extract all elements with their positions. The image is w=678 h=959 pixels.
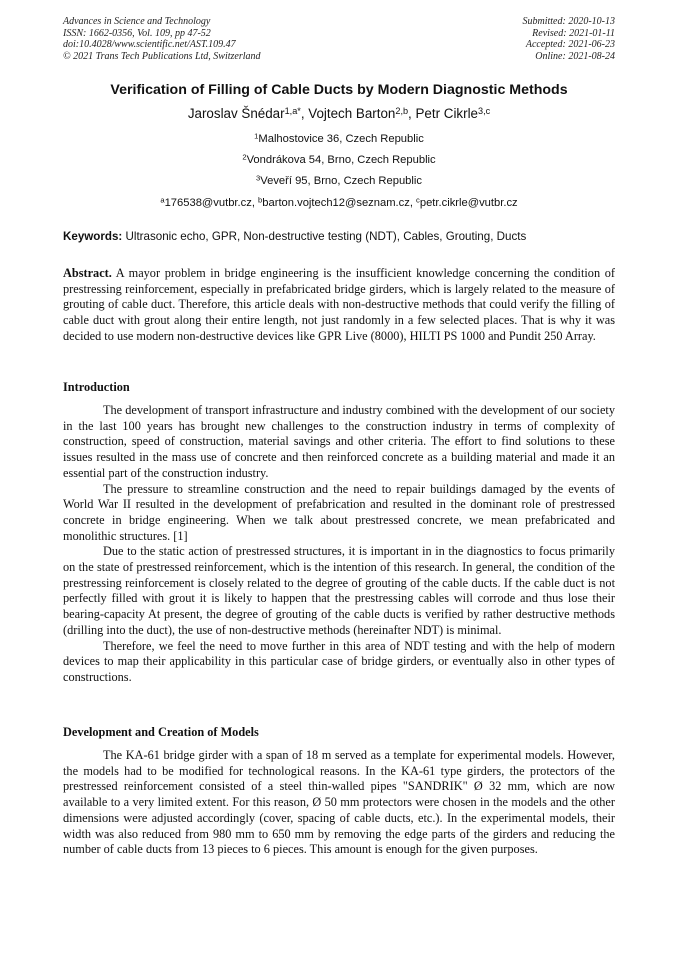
keywords-label: Keywords:	[63, 230, 123, 243]
keywords-text: Ultrasonic echo, GPR, Non-destructive testing (NDT), Cables, Grouting, Ducts	[122, 230, 527, 243]
email-marker: c	[416, 195, 420, 205]
abstract	[63, 266, 615, 345]
email-separator: ,	[409, 197, 417, 209]
journal-issn: ISSN: 1662-0356, Vol. 109, pp 47-52	[63, 27, 211, 39]
author-name: Jaroslav Šnédar	[187, 106, 285, 121]
section-heading-introduction: Introduction	[63, 380, 130, 394]
email-link[interactable]: barton.vojtech12@seznam.cz	[262, 197, 410, 209]
journal-name: Advances in Science and Technology	[63, 16, 211, 27]
author-separator: ,	[300, 106, 309, 121]
abstract-label: Abstract.	[63, 266, 112, 280]
publication-dates	[523, 16, 616, 62]
affiliation	[40, 152, 638, 173]
journal-doi: doi:10.4028/www.scientific.net/AST.109.47	[63, 39, 236, 50]
author-affiliation-marker: 3,c	[478, 105, 491, 116]
affiliation-text: Malhostovice 36, Czech Republic	[258, 133, 424, 145]
paragraph: Due to the static action of prestressed structures, it is important in in the diagnostics to focus primarily on the state of prestressed reinforcement, which is the intention of this research. In general, the condition of the prestressing reinforcement is closely related to the degree of grouting of the cable ducts. If the cable duct is not perfectly filled with grout it is likely to happen that the prestressing cables will corrode and thus lose their bearing-capacity At present, the degree of grouting of the cable ducts is verified by rather destructive methods (drilling into the duct), the use of non-destructive methods (hereinafter NDT) is minimal.	[63, 544, 615, 637]
journal-info	[63, 16, 261, 62]
date-revised: Revised: 2021-01-11	[532, 27, 615, 39]
date-online: Online: 2021-08-24	[535, 50, 615, 62]
author-separator: ,	[408, 106, 416, 121]
author-affiliation-marker: 2,b	[395, 105, 409, 116]
journal-copyright: © 2021 Trans Tech Publications Ltd, Switzerland	[63, 50, 261, 62]
paragraph: The pressure to streamline construction and the need to repair buildings damaged by the events of World War II resulted in the development of prefabrication and resulted in the dominant role of prestressed concrete in bridge engineering. When we talk about prestressed concrete, we mean prefabricated and monolithic structures. [1]	[63, 481, 615, 543]
paragraph: The KA-61 bridge girder with a span of 18 m served as a template for experimental models. However, the models had to be modified for technological reasons. In the KA-61 type girders, the protectors of the prestressed reinforcement consisted of a steel thin-walled pipes "SANDRIK" Ø 32 mm, which are now available to a very limited extent. For this reason, Ø 50 mm protectors were chosen in the models and the other dimensions were adjusted accordingly (cover, spacing of cable ducts, etc.). In the experimental models, their width was also reduced from 980 mm to 650 mm by removing the edge parts of the girders and reducing the number of cable ducts from 13 pieces to 6 pieces. This amount is enough for the given purposes.	[63, 748, 615, 857]
affiliation-marker: 1	[254, 131, 259, 141]
keywords	[63, 230, 615, 244]
email-separator: ,	[251, 197, 259, 209]
section-heading-development: Development and Creation of Models	[63, 725, 259, 739]
date-submitted: Submitted: 2020-10-13	[522, 16, 615, 27]
paragraph: The development of transport infrastructure and industry combined with the development of our society in the last 100 years has brought new challenges to the construction industry in terms of complexity of construction, speed of construction, material savings and other criteria. The effort to find solutions to these issues resulted in the mass use of concrete and then reinforced concrete as a building material and made it an essential part of the construction industry.	[63, 403, 615, 480]
email-marker: b	[258, 195, 263, 205]
affiliation-marker: 3	[256, 173, 261, 183]
email-link[interactable]: petr.cikrle@vutbr.cz	[419, 197, 518, 209]
paragraph: Therefore, we feel the need to move further in this area of NDT testing and with the help of modern devices to map their applicability in this particular case of bridge girders, or eventually also in other types of constructions.	[63, 638, 615, 684]
affiliation-text: Veveří 95, Brno, Czech Republic	[260, 175, 422, 187]
email-marker: a	[160, 195, 165, 205]
development-body	[63, 748, 615, 858]
email-list	[40, 196, 638, 210]
paper-title: Verification of Filling of Cable Ducts by Modern Diagnostic Methods	[110, 82, 568, 98]
author-name: Vojtech Barton	[308, 106, 396, 121]
author-name: Petr Cikrle	[415, 106, 479, 121]
affiliation-text: Vondrákova 54, Brno, Czech Republic	[246, 154, 436, 166]
author-affiliation-marker: 1,a*	[284, 105, 301, 116]
affiliation	[40, 173, 638, 194]
affiliation-marker: 2	[242, 152, 247, 162]
affiliation-list	[40, 131, 638, 194]
introduction-body	[63, 403, 615, 686]
author-list	[40, 105, 638, 122]
abstract-text: A mayor problem in bridge engineering is the insufficient knowledge concerning the condition of prestressing reinforcement, especially in prefabricated bridge girders, which is largely related to the measure of grouting of cable duct. Therefore, this article deals with non-destructive methods that could verify the filling of cable duct with grout along their entire length, not just randomly in a few selected places. That is why it was decided to use modern non-destructive devices like GPR Live (8000), HILTI PS 1000 and Pundit 250 Array.	[63, 266, 615, 343]
affiliation	[40, 131, 638, 152]
date-accepted: Accepted: 2021-06-23	[525, 39, 615, 50]
email-link[interactable]: 176538@vutbr.cz	[164, 197, 252, 209]
